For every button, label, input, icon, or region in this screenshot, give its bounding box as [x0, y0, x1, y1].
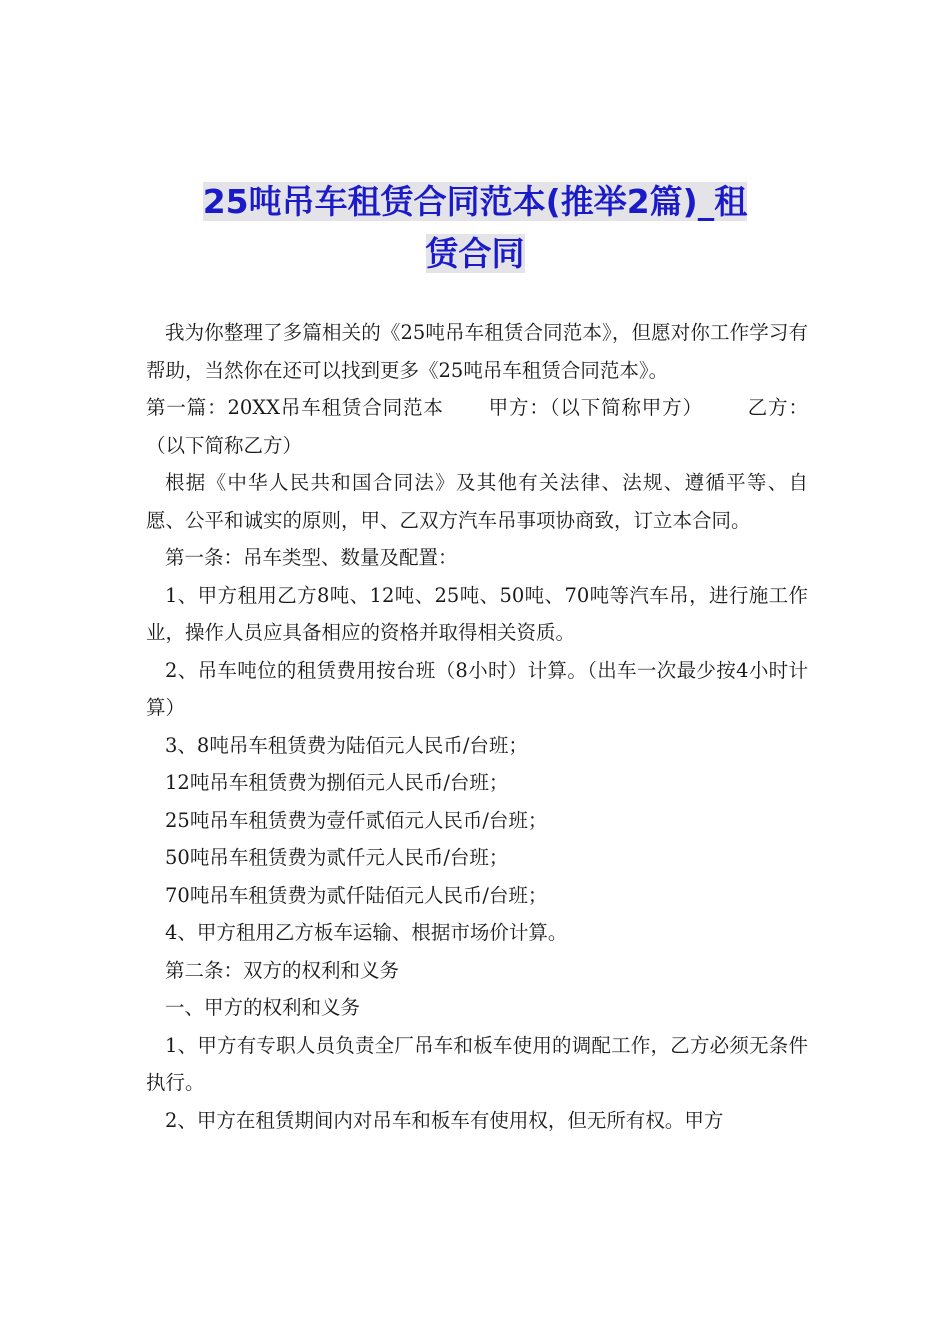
document-body	[146, 314, 808, 1139]
title-line-2: 赁合同	[425, 234, 525, 273]
document-title	[150, 176, 800, 280]
article-2-heading: 第二条：双方的权利和义务	[165, 958, 400, 982]
intro-paragraph: 我为你整理了多篇相关的《25吨吊车租赁合同范本》，但愿对你工作学习有帮助，当然你在还可以找到更多《25吨吊车租赁合同范本》。	[146, 321, 808, 382]
party-a: 甲方：（以下简称甲方）	[487, 396, 703, 419]
title-line-1: 25吨吊车租赁合同范本(推举2篇)_租	[202, 182, 748, 221]
part1-heading: 第一篇：20XX吊车租赁合同范本	[146, 396, 444, 419]
rate-12-ton: 12吨吊车租赁费为捌佰元人民币/台班；	[165, 771, 509, 794]
article-1-item-3: 3、8吨吊车租赁费为陆佰元人民币/台班；	[165, 733, 528, 757]
article-1-item-4: 4、甲方租用乙方板车运输、根据市场价计算。	[165, 921, 568, 944]
article-1-item-2: 2、吊车吨位的租赁费用按台班（8小时）计算。（出车一次最少按4小时计算）	[146, 658, 808, 719]
part1-heading-paragraph	[146, 389, 808, 464]
article-1-item-1: 1、甲方租用乙方8吨、12吨、25吨、50吨、70吨等汽车吊，进行施工作业，操作人员应具备相应的资格并取得相关资质。	[146, 583, 808, 644]
basis-paragraph: 根据《中华人民共和国合同法》及其他有关法律、法规、遵循平等、自愿、公平和诚实的原则，甲、乙双方汽车吊事项协商致，订立本合同。	[146, 471, 808, 532]
section-a-item-2: 2、甲方在租赁期间内对吊车和板车有使用权，但无所有权。甲方	[165, 1108, 724, 1132]
rate-70-ton: 70吨吊车租赁费为贰仟陆佰元人民币/台班；	[165, 883, 548, 907]
party-b: 乙方：（以下简称乙方）	[146, 396, 808, 457]
article-1-heading: 第一条：吊车类型、数量及配置：	[165, 546, 458, 569]
rate-50-ton: 50吨吊车租赁费为贰仟元人民币/台班；	[165, 846, 509, 869]
rate-25-ton: 25吨吊车租赁费为壹仟贰佰元人民币/台班；	[165, 808, 548, 832]
section-a-heading: 一、甲方的权利和义务	[165, 996, 361, 1019]
section-a-item-1: 1、甲方有专职人员负责全厂吊车和板车使用的调配工作，乙方必须无条件执行。	[146, 1033, 808, 1094]
